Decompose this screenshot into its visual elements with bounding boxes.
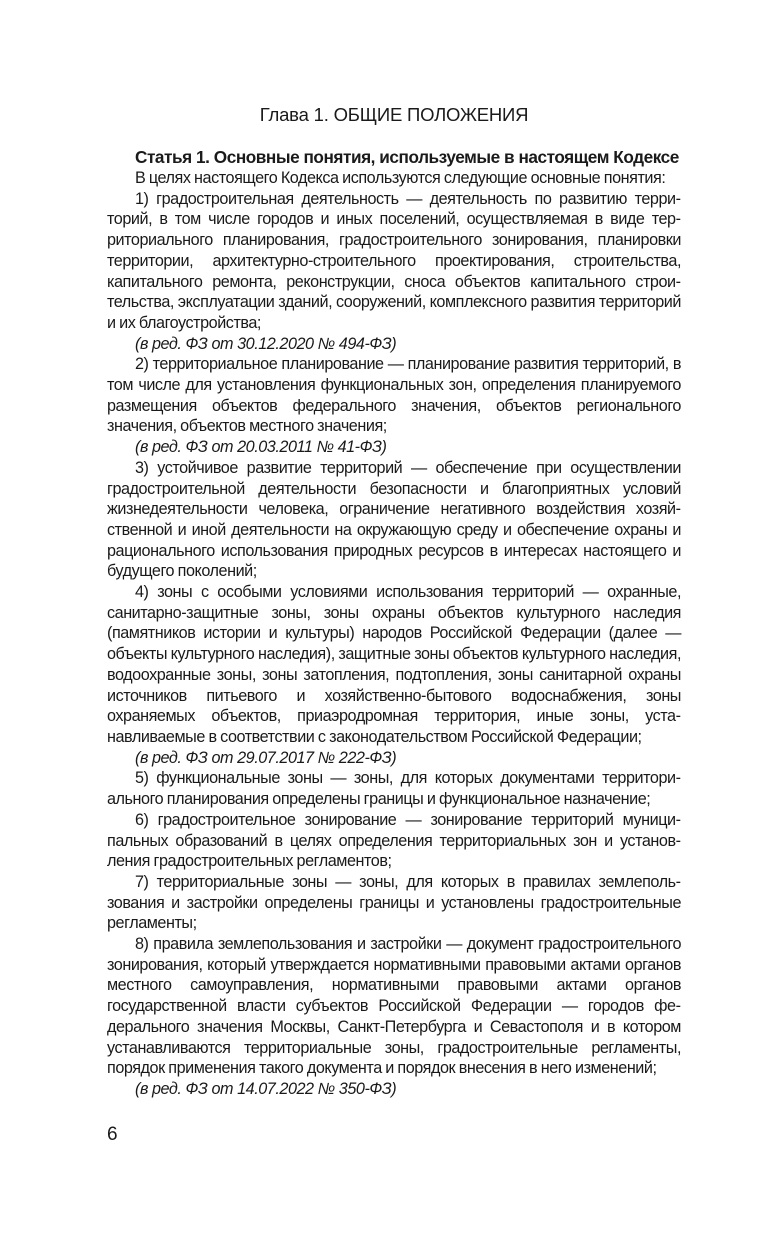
chapter-title: Глава 1. ОБЩИЕ ПОЛОЖЕНИЯ: [259, 104, 529, 125]
book-page: [107, 0, 681, 1240]
page-number: 6: [107, 1124, 118, 1145]
amendment-note-4: (в ред. ФЗ от 29.07.2017 № 222-ФЗ): [135, 748, 397, 767]
definition-5: 5) функциональные зоны — зоны, для которых документами территориального планирования определены границы и функциональное назначение;: [107, 769, 681, 809]
definition-6: 6) градостроительное зонирование — зонирование территорий муниципальных образований в целях определения территориальных зон и установления градостроительных регламентов;: [107, 810, 681, 871]
article-title: Статья 1. Основные понятия, используемые в настоящем Кодексе: [135, 147, 679, 167]
amendment-note-2: (в ред. ФЗ от 20.03.2011 № 41-ФЗ): [135, 438, 387, 457]
definition-2: 2) территориальное планирование — планирование развития территорий, в том числе для установления функциональных зон, определения планируемого размещения объектов федерального значения, объектов регионального значения, объектов местного значения;: [107, 355, 681, 436]
definition-8: 8) правила землепользования и застройки — документ градостроительного зонирования, который утверждается нормативными правовыми актами органов местного самоуправления, нормативными правовыми актами органов государственной власти субъектов Российской Федерации — городов федерального значения Москвы, Санкт-Петербурга и Севастополя и в котором устанавливаются территориальные зоны, градостроительные регламенты, порядок применения такого документа и порядок внесения в него изменений;: [107, 935, 681, 1078]
definition-1: 1) градостроительная деятельность — деятельность по развитию территорий, в том числе городов и иных поселений, осуществляемая в виде территориального планирования, градостроительного зонирования, планировки территории, архитектурно-строительного проектирования, строительства, капитального ремонта, реконструкции, сноса объектов капитального строительства, эксплуатации зданий, сооружений, комплексного развития территорий и их благоустройства;: [107, 189, 681, 332]
definition-7: 7) территориальные зоны — зоны, для которых в правилах землепользования и застройки определены границы и установлены градостроительные регламенты;: [107, 872, 681, 933]
amendment-note-8: (в ред. ФЗ от 14.07.2022 № 350-ФЗ): [135, 1079, 397, 1098]
definition-3: 3) устойчивое развитие территорий — обеспечение при осуществлении градостроительной деятельности безопасности и благоприятных условий жизнедеятельности человека, ограничение негативного воздействия хозяйственной и иной деятельности на окружающую среду и обеспечение охраны и рационального использования природных ресурсов в интересах настоящего и будущего поколений;: [107, 458, 681, 581]
article-body: [107, 168, 681, 1100]
definition-4: 4) зоны с особыми условиями использования территорий — охранные, санитарно-защитные зоны, зоны охраны объектов культурного наследия (памятников истории и культуры) народов Российской Федерации (далее — объекты культурного наследия), защитные зоны объектов культурного наследия, водоохранные зоны, зоны затопления, подтопления, зоны санитарной охраны источников питьевого и хозяйственно-бытового водоснабжения, зоны охраняемых объектов, приаэродромная территория, иные зоны, устанавливаемые в соответствии с законодательством Российской Федерации;: [107, 583, 681, 746]
amendment-note-1: (в ред. ФЗ от 30.12.2020 № 494-ФЗ): [135, 334, 397, 353]
intro-paragraph: В целях настоящего Кодекса используются следующие основные понятия:: [135, 169, 666, 187]
